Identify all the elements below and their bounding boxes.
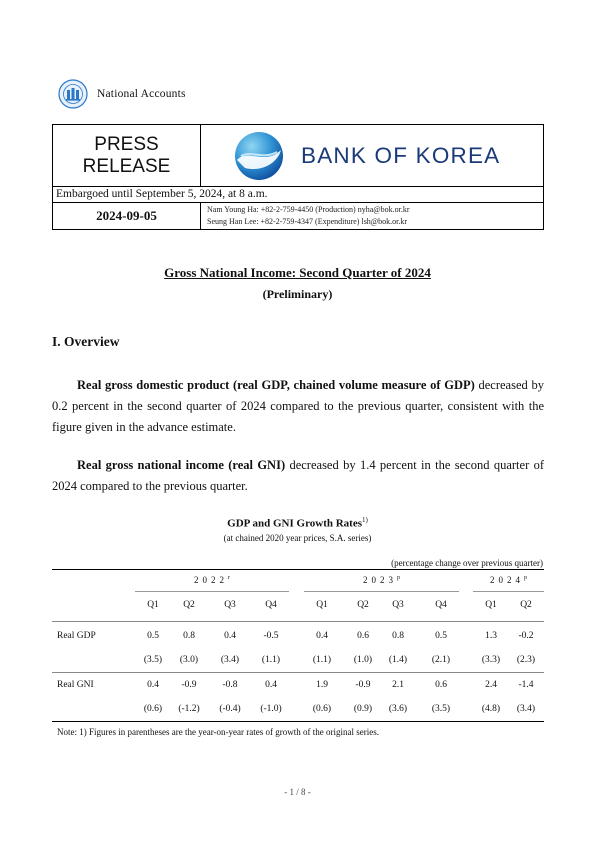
table-bottom-rule (52, 721, 544, 722)
quarter-header: Q3 (392, 600, 404, 610)
page-header (58, 78, 186, 110)
quarter-header: Q4 (435, 600, 447, 610)
paragraph-gni-lead: Real gross national income (real GNI) (77, 458, 286, 472)
table-title (0, 516, 595, 530)
table-subtitle: (at chained 2020 year prices, S.A. series) (223, 533, 372, 543)
table-cell-qoq: 1.9 (316, 680, 328, 690)
table-cell-qoq: 0.4 (265, 680, 277, 690)
press-line-2: RELEASE (82, 155, 171, 177)
embargo-notice: Embargoed until September 5, 2024, at 8 a.m. (53, 186, 543, 203)
table-cell-yoy: (3.5) (143, 655, 163, 665)
table-cell-qoq: 0.5 (435, 631, 447, 641)
table-header-rule (52, 621, 544, 622)
table-cell-yoy: (1.1) (312, 655, 332, 665)
bok-seal-icon (58, 79, 88, 109)
table-cell-yoy: (0.6) (312, 704, 332, 714)
year-mark: p (524, 575, 527, 581)
quarter-header: Q1 (485, 600, 497, 610)
table-cell-yoy: (4.8) (481, 704, 501, 714)
quarter-header: Q2 (357, 600, 369, 610)
section-heading: I. Overview (52, 334, 120, 349)
paragraph-gni-body: decreased by 1.4 percent in the second quarter of 2024 compared to the previous quarter. (52, 458, 544, 493)
table-cell-qoq: 0.8 (392, 631, 404, 641)
row-label: Real GDP (57, 631, 96, 641)
table-cell-qoq: -0.9 (355, 680, 371, 690)
release-date: 2024-09-05 (53, 203, 201, 229)
press-release-label (53, 125, 201, 186)
paragraph-gdp (52, 375, 544, 438)
table-cell-qoq: 2.4 (485, 680, 497, 690)
table-cell-qoq: 0.8 (183, 631, 195, 641)
paragraph-gdp-body: decreased by 0.2 percent in the second quarter of 2024 compared to the previous quarter, consistent with the figure given in the advance estimate. (52, 378, 544, 434)
year-label: 2023 (363, 575, 397, 585)
year-header (300, 575, 463, 585)
table-cell-yoy: (-0.4) (219, 704, 241, 714)
year-underline (135, 591, 289, 592)
table-cell-qoq: -0.5 (263, 631, 279, 641)
table-cell-qoq: 2.1 (392, 680, 404, 690)
press-release-box (52, 124, 544, 230)
table-cell-yoy: (0.6) (143, 704, 163, 714)
table-cell-qoq: 0.4 (316, 631, 328, 641)
table-cell-yoy: (3.3) (481, 655, 501, 665)
section-label: National Accounts (97, 88, 186, 100)
table-cell-yoy: (3.4) (516, 704, 536, 714)
table-cell-qoq: -1.4 (518, 680, 534, 690)
table-top-rule (52, 569, 544, 570)
table-cell-qoq: 0.6 (435, 680, 447, 690)
quarter-header: Q1 (316, 600, 328, 610)
row-label: Real GNI (57, 680, 94, 690)
contact-line-2: Seung Han Lee: +82-2-759-4347 (Expenditure) lsh@bok.or.kr (207, 217, 408, 226)
table-title-text: GDP and GNI Growth Rates (227, 517, 363, 530)
table-cell-qoq: -0.8 (222, 680, 238, 690)
quarter-header: Q2 (183, 600, 195, 610)
paragraph-gni (52, 455, 544, 497)
document-subtitle: (Preliminary) (262, 287, 333, 301)
table-cell-yoy: (3.4) (220, 655, 240, 665)
quarter-header: Q4 (265, 600, 277, 610)
table-cell-yoy: (1.4) (388, 655, 408, 665)
bank-name: BANK OF KOREA (301, 142, 501, 168)
bank-logo (201, 125, 543, 186)
table-cell-qoq: -0.2 (518, 631, 534, 641)
paragraph-gdp-lead: Real gross domestic product (real GDP, chained volume measure of GDP) (77, 378, 475, 392)
year-mark: p (397, 575, 400, 581)
document-title (0, 265, 595, 281)
table-cell-yoy: (2.3) (516, 655, 536, 665)
table-cell-qoq: 0.4 (147, 680, 159, 690)
quarter-header: Q3 (224, 600, 236, 610)
table-note: Note: 1) Figures in parentheses are the year-on-year rates of growth of the original series. (57, 727, 379, 737)
table-cell-yoy: (-1.0) (260, 704, 282, 714)
table-row-separator (52, 672, 544, 673)
table-cell-qoq: 1.3 (485, 631, 497, 641)
year-underline (304, 591, 459, 592)
table-cell-yoy: (2.1) (431, 655, 451, 665)
table-cell-qoq: 0.6 (357, 631, 369, 641)
quarter-header: Q2 (520, 600, 532, 610)
press-line-1: PRESS (94, 133, 159, 155)
title-main: Gross National Income: Second Quarter of 2024 (164, 265, 431, 280)
table-cell-qoq: 0.5 (147, 631, 159, 641)
bok-logo-icon (231, 130, 287, 182)
quarter-header: Q1 (147, 600, 159, 610)
contact-info (201, 203, 543, 229)
table-cell-yoy: (3.0) (179, 655, 199, 665)
table-cell-yoy: (1.0) (353, 655, 373, 665)
table-cell-qoq: 0.4 (224, 631, 236, 641)
table-title-note: 1) (362, 516, 368, 524)
year-underline (473, 591, 544, 592)
table-cell-yoy: (0.9) (353, 704, 373, 714)
table-cell-yoy: (3.6) (388, 704, 408, 714)
table-cell-yoy: (-1.2) (178, 704, 200, 714)
table-cell-yoy: (3.5) (431, 704, 451, 714)
table-cell-qoq: -0.9 (181, 680, 197, 690)
year-label: 2022 (194, 575, 228, 585)
year-header (469, 575, 548, 585)
year-label: 2024 (490, 575, 524, 585)
table-cell-yoy: (1.1) (261, 655, 281, 665)
year-header (131, 575, 293, 585)
table-unit: (percentage change over previous quarter) (391, 558, 543, 568)
year-mark: r (228, 575, 230, 581)
page-number: - 1 / 8 - (284, 787, 311, 797)
contact-line-1: Nam Young Ha: +82-2-759-4450 (Production) nyha@bok.or.kr (207, 205, 410, 214)
